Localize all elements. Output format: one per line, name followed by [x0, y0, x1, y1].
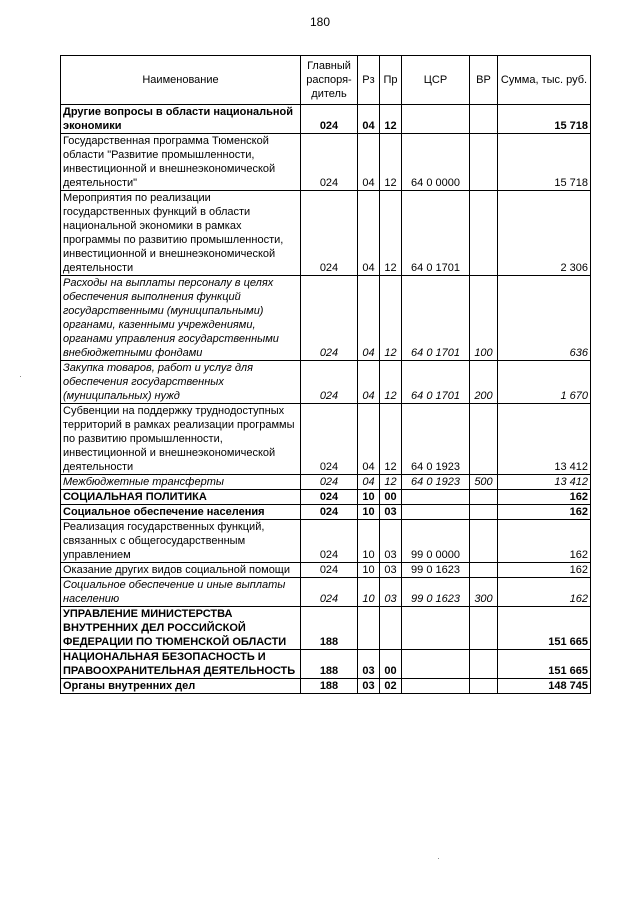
cell-glavny: 024 [301, 520, 358, 563]
cell-glavny: 024 [301, 191, 358, 276]
cell-vr: 500 [470, 475, 498, 490]
cell-csr: 64 0 0000 [402, 134, 470, 191]
cell-sum: 636 [498, 276, 591, 361]
cell-csr [402, 650, 470, 679]
cell-rz: 10 [358, 520, 380, 563]
cell-glavny: 024 [301, 105, 358, 134]
cell-rz: 10 [358, 578, 380, 607]
cell-pr: 03 [380, 563, 402, 578]
cell-name: УПРАВЛЕНИЕ МИНИСТЕРСТВА ВНУТРЕННИХ ДЕЛ РОССИЙСКОЙ ФЕДЕРАЦИИ ПО ТЮМЕНСКОЙ ОБЛАСТИ [61, 607, 301, 650]
cell-rz: 04 [358, 191, 380, 276]
cell-pr: 02 [380, 679, 402, 694]
cell-vr: 300 [470, 578, 498, 607]
cell-pr: 00 [380, 650, 402, 679]
cell-pr: 12 [380, 276, 402, 361]
cell-glavny: 024 [301, 361, 358, 404]
cell-sum: 15 718 [498, 134, 591, 191]
cell-vr [470, 490, 498, 505]
cell-csr: 99 0 0000 [402, 520, 470, 563]
cell-vr [470, 650, 498, 679]
cell-sum: 13 412 [498, 475, 591, 490]
cell-rz: 04 [358, 105, 380, 134]
cell-glavny: 024 [301, 404, 358, 475]
cell-csr [402, 679, 470, 694]
cell-rz: 10 [358, 563, 380, 578]
cell-glavny: 024 [301, 276, 358, 361]
cell-csr: 99 0 1623 [402, 563, 470, 578]
table-header-row [61, 56, 591, 105]
cell-name: Расходы на выплаты персоналу в целях обеспечения выполнения функций государственными (муниципальными) органами, казенными учреждениями, органами управления государственными внебюджетными фондами [61, 276, 301, 361]
cell-sum: 162 [498, 490, 591, 505]
cell-csr: 99 0 1623 [402, 578, 470, 607]
header-name: Наименование [61, 56, 301, 105]
cell-rz: 10 [358, 505, 380, 520]
budget-table [60, 55, 591, 694]
cell-csr [402, 607, 470, 650]
cell-glavny: 188 [301, 679, 358, 694]
cell-vr [470, 520, 498, 563]
cell-name: СОЦИАЛЬНАЯ ПОЛИТИКА [61, 490, 301, 505]
cell-csr: 64 0 1923 [402, 475, 470, 490]
table-row [61, 276, 591, 361]
scan-speck [20, 376, 21, 377]
cell-glavny: 188 [301, 650, 358, 679]
cell-pr: 03 [380, 505, 402, 520]
cell-csr: 64 0 1701 [402, 191, 470, 276]
cell-vr: 100 [470, 276, 498, 361]
table-row [61, 563, 591, 578]
cell-glavny: 024 [301, 578, 358, 607]
cell-rz: 04 [358, 276, 380, 361]
table-row [61, 490, 591, 505]
cell-vr [470, 563, 498, 578]
cell-csr: 64 0 1923 [402, 404, 470, 475]
cell-glavny: 188 [301, 607, 358, 650]
cell-pr: 00 [380, 490, 402, 505]
cell-vr [470, 191, 498, 276]
cell-sum: 162 [498, 578, 591, 607]
cell-rz: 10 [358, 490, 380, 505]
cell-name: Социальное обеспечение и иные выплаты населению [61, 578, 301, 607]
cell-rz: 03 [358, 679, 380, 694]
scan-speck [438, 858, 439, 859]
table-row [61, 650, 591, 679]
cell-pr: 03 [380, 520, 402, 563]
cell-name: Социальное обеспечение населения [61, 505, 301, 520]
cell-name: НАЦИОНАЛЬНАЯ БЕЗОПАСНОСТЬ И ПРАВООХРАНИТЕЛЬНАЯ ДЕЯТЕЛЬНОСТЬ [61, 650, 301, 679]
cell-pr: 12 [380, 191, 402, 276]
cell-sum: 2 306 [498, 191, 591, 276]
cell-glavny: 024 [301, 563, 358, 578]
cell-pr: 12 [380, 105, 402, 134]
cell-name: Реализация государственных функций, связанных с общегосударственным управлением [61, 520, 301, 563]
page-number: 180 [309, 15, 331, 29]
cell-vr [470, 607, 498, 650]
cell-pr: 03 [380, 578, 402, 607]
table-row [61, 679, 591, 694]
cell-csr: 64 0 1701 [402, 276, 470, 361]
cell-name: Органы внутренних дел [61, 679, 301, 694]
cell-csr: 64 0 1701 [402, 361, 470, 404]
cell-glavny: 024 [301, 134, 358, 191]
cell-sum: 15 718 [498, 105, 591, 134]
cell-sum: 162 [498, 563, 591, 578]
header-glavny: Главный распоря-дитель [301, 56, 358, 105]
cell-sum: 148 745 [498, 679, 591, 694]
table-row [61, 191, 591, 276]
cell-name: Мероприятия по реализации государственных функций в области национальной экономики в рамках программы по развитию промышленности, инвестиционной и внешнеэкономической деятельности [61, 191, 301, 276]
cell-rz: 04 [358, 361, 380, 404]
table-row [61, 475, 591, 490]
cell-vr [470, 105, 498, 134]
header-vr: ВР [470, 56, 498, 105]
header-csr: ЦСР [402, 56, 470, 105]
cell-sum: 151 665 [498, 650, 591, 679]
cell-sum: 162 [498, 505, 591, 520]
cell-glavny: 024 [301, 475, 358, 490]
table-row [61, 134, 591, 191]
header-sum: Сумма, тыс. руб. [498, 56, 591, 105]
cell-name: Субвенции на поддержку труднодоступных территорий в рамках реализации программы по развитию промышленности, инвестиционной и внешнеэкономической деятельности [61, 404, 301, 475]
cell-pr: 12 [380, 475, 402, 490]
cell-sum: 162 [498, 520, 591, 563]
cell-pr: 12 [380, 361, 402, 404]
cell-vr [470, 679, 498, 694]
cell-csr [402, 105, 470, 134]
cell-pr: 12 [380, 404, 402, 475]
cell-vr [470, 505, 498, 520]
table-row [61, 505, 591, 520]
cell-sum: 151 665 [498, 607, 591, 650]
cell-rz: 03 [358, 650, 380, 679]
cell-vr: 200 [470, 361, 498, 404]
cell-vr [470, 134, 498, 191]
table-row [61, 105, 591, 134]
cell-name: Государственная программа Тюменской области "Развитие промышленности, инвестиционной и внешнеэкономической деятельности" [61, 134, 301, 191]
cell-sum: 13 412 [498, 404, 591, 475]
cell-name: Другие вопросы в области национальной экономики [61, 105, 301, 134]
cell-pr [380, 607, 402, 650]
cell-rz: 04 [358, 475, 380, 490]
cell-pr: 12 [380, 134, 402, 191]
table-row [61, 404, 591, 475]
header-pr: Пр [380, 56, 402, 105]
cell-rz: 04 [358, 134, 380, 191]
cell-glavny: 024 [301, 490, 358, 505]
cell-vr [470, 404, 498, 475]
cell-csr [402, 490, 470, 505]
cell-rz [358, 607, 380, 650]
cell-rz: 04 [358, 404, 380, 475]
cell-name: Межбюджетные трансферты [61, 475, 301, 490]
table-body [61, 105, 591, 694]
table-row [61, 607, 591, 650]
cell-name: Закупка товаров, работ и услуг для обеспечения государственных (муниципальных) нужд [61, 361, 301, 404]
table-row [61, 578, 591, 607]
table-row [61, 361, 591, 404]
cell-sum: 1 670 [498, 361, 591, 404]
cell-csr [402, 505, 470, 520]
cell-glavny: 024 [301, 505, 358, 520]
header-rz: Рз [358, 56, 380, 105]
table-row [61, 520, 591, 563]
cell-name: Оказание других видов социальной помощи [61, 563, 301, 578]
